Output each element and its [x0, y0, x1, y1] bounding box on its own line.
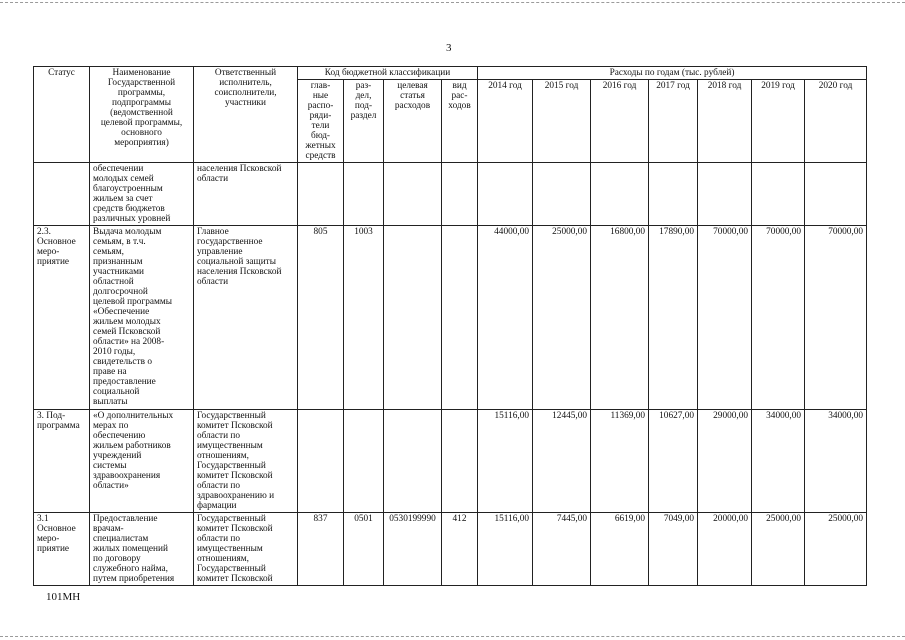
cell-target — [384, 226, 442, 410]
cell-target: 0530199990 — [384, 513, 442, 586]
table-row — [34, 226, 867, 410]
cell-target — [384, 410, 442, 513]
cell-executor: населения Псковской области — [194, 163, 298, 226]
cell-value: 44000,00 — [478, 226, 533, 410]
cell-value: 11369,00 — [591, 410, 649, 513]
cell-section: 0501 — [344, 513, 384, 586]
cell-type — [442, 226, 478, 410]
cell-executor: Главное государственное управление социальной защиты населения Псковской области — [194, 226, 298, 410]
cell-value: 34000,00 — [805, 410, 867, 513]
cell-grbs — [298, 163, 344, 226]
header-year: 2014 год — [478, 80, 533, 163]
cell-value: 70000,00 — [698, 226, 752, 410]
header-status: Статус — [34, 67, 90, 163]
cell-value: 16800,00 — [591, 226, 649, 410]
header-executor: Ответственный исполнитель, соисполнители, участники — [194, 67, 298, 163]
cell-status: 3. Под- программа — [34, 410, 90, 513]
cell-value: 6619,00 — [591, 513, 649, 586]
header-budget-code: Код бюджетной классификации — [298, 67, 478, 80]
header-year: 2017 год — [649, 80, 698, 163]
scan-edge-bottom — [0, 636, 905, 637]
cell-value: 25000,00 — [533, 226, 591, 410]
header-name: Наименование Государственной программы, подпрограммы (ведомственной целевой программы, основного мероприятия) — [90, 67, 194, 163]
cell-value: 10627,00 — [649, 410, 698, 513]
cell-value — [752, 163, 805, 226]
header-expense-type: вид рас- ходов — [442, 80, 478, 163]
header-year: 2020 год — [805, 80, 867, 163]
cell-name: Выдача молодым семьям, в т.ч. семьям, признанным участниками областной долгосрочной целевой программы «Обеспечение жильем молодых семей Псковской области» на 2008- 2010 годы, свидетельств о праве на предоставление социальной выплаты — [90, 226, 194, 410]
cell-name: обеспечении молодых семей благоустроенным жильем за счет средств бюджетов различных уровней — [90, 163, 194, 226]
cell-target — [384, 163, 442, 226]
cell-grbs: 805 — [298, 226, 344, 410]
cell-section — [344, 410, 384, 513]
header-expenses: Расходы по годам (тыс. рублей) — [478, 67, 867, 80]
cell-value — [698, 163, 752, 226]
footer-code: 101МН — [46, 591, 81, 603]
cell-value: 29000,00 — [698, 410, 752, 513]
header-year: 2019 год — [752, 80, 805, 163]
cell-value: 15116,00 — [478, 513, 533, 586]
table-row — [34, 163, 867, 226]
cell-value: 34000,00 — [752, 410, 805, 513]
cell-section: 1003 — [344, 226, 384, 410]
cell-status: 3.1 Основное меро- приятие — [34, 513, 90, 586]
page-number: 3 — [446, 42, 452, 54]
header-section: раз- дел, под- раздел — [344, 80, 384, 163]
cell-grbs — [298, 410, 344, 513]
cell-value: 25000,00 — [805, 513, 867, 586]
cell-value — [805, 163, 867, 226]
header-year: 2016 год — [591, 80, 649, 163]
cell-value — [591, 163, 649, 226]
scan-edge-top — [0, 2, 905, 3]
cell-value: 70000,00 — [805, 226, 867, 410]
cell-executor: Государственный комитет Псковской области по имущественным отношениям, Государственный комитет Псковской области по здравоохранению и фармации — [194, 410, 298, 513]
header-year: 2015 год — [533, 80, 591, 163]
budget-table — [33, 66, 867, 586]
cell-value: 20000,00 — [698, 513, 752, 586]
cell-value — [649, 163, 698, 226]
cell-value: 70000,00 — [752, 226, 805, 410]
cell-value: 7049,00 — [649, 513, 698, 586]
cell-name: «О дополнительных мерах по обеспечению жильем работников учреждений системы здравоохранения области» — [90, 410, 194, 513]
cell-value: 12445,00 — [533, 410, 591, 513]
cell-status: 2.3. Основное меро- приятие — [34, 226, 90, 410]
cell-value — [533, 163, 591, 226]
header-year: 2018 год — [698, 80, 752, 163]
header-grbs: глав- ные распо- ряди- тели бюд- жетных средств — [298, 80, 344, 163]
cell-type: 412 — [442, 513, 478, 586]
cell-name: Предоставление врачам- специалистам жилых помещений по договору служебного найма, путем приобретения — [90, 513, 194, 586]
cell-value: 25000,00 — [752, 513, 805, 586]
cell-type — [442, 410, 478, 513]
cell-value: 15116,00 — [478, 410, 533, 513]
header-target-item: целевая статья расходов — [384, 80, 442, 163]
table-row — [34, 513, 867, 586]
cell-grbs: 837 — [298, 513, 344, 586]
cell-value: 17890,00 — [649, 226, 698, 410]
cell-value — [478, 163, 533, 226]
cell-section — [344, 163, 384, 226]
cell-type — [442, 163, 478, 226]
cell-value: 7445,00 — [533, 513, 591, 586]
cell-executor: Государственный комитет Псковской области по имущественным отношениям, Государственный комитет Псковской — [194, 513, 298, 586]
cell-status — [34, 163, 90, 226]
table-row — [34, 410, 867, 513]
